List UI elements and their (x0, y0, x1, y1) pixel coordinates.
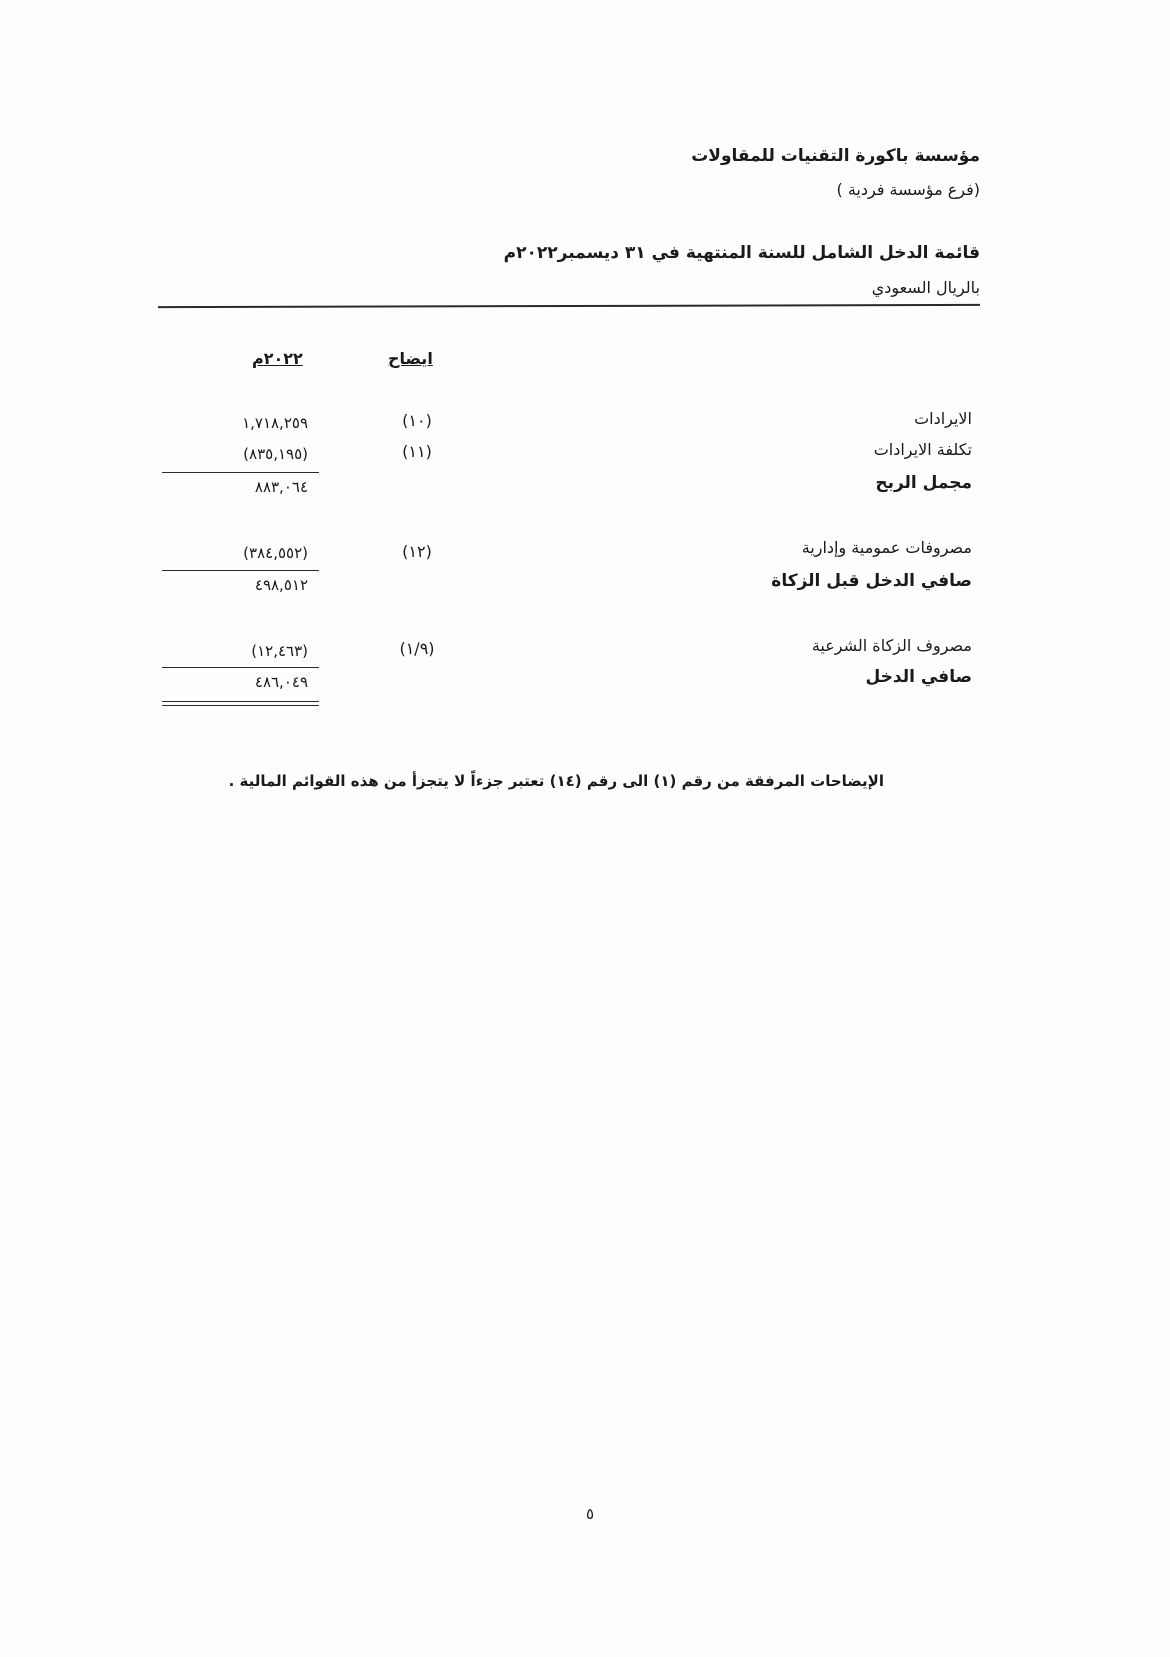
entity-type: (فرع مؤسسة فردية ) (836, 180, 980, 199)
header-divider (158, 304, 980, 308)
subtotal-rule (162, 667, 319, 668)
page-number: ٥ (585, 1505, 595, 1523)
row-amount-revenue: ١,٧١٨,٢٥٩ (242, 414, 308, 432)
statement-title: قائمة الدخل الشامل للسنة المنتهية في ٣١ ديسمبر٢٠٢٢م (503, 243, 980, 263)
row-amount-net-income: ٤٨٦,٠٤٩ (254, 673, 308, 691)
row-label-zakat-expense: مصروف الزكاة الشرعية (811, 636, 972, 655)
row-label-net-income: صافي الدخل (865, 667, 972, 687)
row-label-net-income-before-zakat: صافي الدخل قبل الزكاة (771, 571, 972, 591)
row-amount-general-admin-expenses: (٣٨٤,٥٥٢) (243, 544, 308, 562)
row-label-cost-of-revenue: تكلفة الايرادات (873, 440, 972, 459)
subtotal-rule (162, 472, 319, 473)
company-name: مؤسسة باكورة التقنيات للمقاولات (691, 146, 980, 166)
row-label-general-admin-expenses: مصروفات عمومية وإدارية (801, 538, 972, 557)
row-note-cost-of-revenue: (١١) (402, 442, 432, 461)
total-double-rule (162, 701, 319, 706)
row-label-gross-profit: مجمل الربح (875, 473, 972, 493)
row-note-revenue: (١٠) (402, 411, 432, 430)
column-header-note: ايضاح (388, 349, 433, 368)
row-amount-cost-of-revenue: (٨٣٥,١٩٥) (243, 445, 308, 463)
row-label-revenue: الايرادات (914, 409, 972, 428)
currency-note: بالريال السعودي (871, 278, 980, 297)
row-amount-net-income-before-zakat: ٤٩٨,٥١٢ (254, 576, 308, 594)
column-header-year: ٢٠٢٢م (252, 349, 303, 368)
row-amount-zakat-expense: (١٢,٤٦٣) (251, 642, 308, 660)
row-amount-gross-profit: ٨٨٣,٠٦٤ (254, 478, 308, 496)
subtotal-rule (162, 570, 319, 571)
row-note-general-admin-expenses: (١٢) (402, 542, 432, 561)
footnote: الإيضاحات المرفقة من رقم (١) الى رقم (١٤) تعتبر جزءاً لا يتجزأ من هذه القوائم المالية . (228, 772, 884, 790)
row-note-zakat-expense: (١/٩) (399, 639, 435, 658)
